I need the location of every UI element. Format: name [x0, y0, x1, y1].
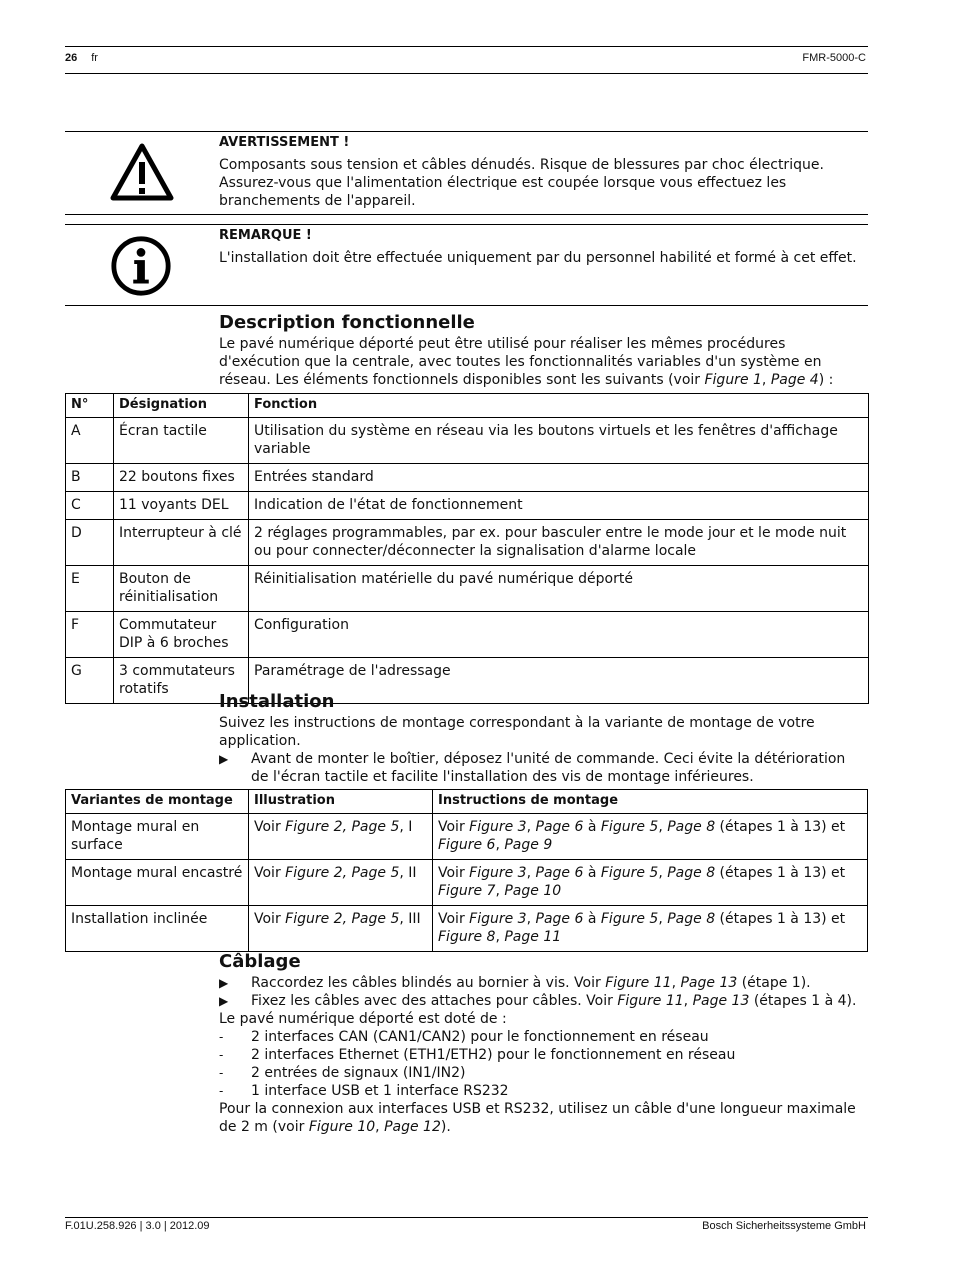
table-cell: Voir Figure 3, Page 6 à Figure 5, Page 8 (étapes 1 à 13) et Figure 6, Page 9 [433, 814, 868, 860]
header-top-rule [65, 46, 868, 47]
bullet-arrow-icon: ▶ [219, 994, 229, 1008]
table-row [66, 860, 868, 906]
table-header-row [66, 790, 868, 814]
cablage-section [219, 951, 867, 1136]
warning-notice [65, 131, 868, 215]
column-header: Fonction [249, 394, 869, 418]
document-reference: F.01U.258.926 | 3.0 | 2012.09 [65, 1220, 210, 1232]
column-header: Illustration [249, 790, 433, 814]
installation-text: Suivez les instructions de montage correspondant à la variante de montage de votre application. [219, 715, 815, 749]
column-header: Variantes de montage [66, 790, 249, 814]
list-item: - 2 interfaces Ethernet (ETH1/ETH2) pour le fonctionnement en réseau [219, 1047, 736, 1063]
table-cell: Voir Figure 3, Page 6 à Figure 5, Page 8 (étapes 1 à 13) et Figure 8, Page 11 [433, 906, 868, 952]
table-cell: E [66, 566, 114, 612]
table-cell: Commutateur DIP à 6 broches [114, 612, 249, 658]
warning-triangle-icon [109, 140, 175, 206]
table-row [66, 612, 869, 658]
table-row [66, 520, 869, 566]
table-cell: 3 commutateurs rotatifs [114, 658, 249, 704]
table-row [66, 906, 868, 952]
cablage-closing: Pour la connexion aux interfaces USB et RS232, utilisez un câble d'une longueur maximale de 2 m (voir Figure 10, Page 12). [219, 1101, 856, 1135]
table-row [66, 814, 868, 860]
column-header: Désignation [114, 394, 249, 418]
table-cell: D [66, 520, 114, 566]
table-row [66, 418, 869, 464]
installation-heading: Installation [219, 691, 335, 712]
table-cell: Interrupteur à clé [114, 520, 249, 566]
installation-bullet: ▶ Avant de monter le boîtier, déposez l'unité de commande. Ceci évite la détérioration de l'écran tactile et facilite l'installation des vis de montage inférieures. [219, 751, 846, 785]
bullet-arrow-icon: ▶ [219, 976, 229, 990]
table-cell: Indication de l'état de fonctionnement [249, 492, 869, 520]
remark-text: L'installation doit être effectuée uniquement par du personnel habilité et formé à cet effet. [219, 250, 857, 266]
page-reference: Page 4 [770, 372, 819, 388]
page-number: 26 [65, 52, 78, 64]
table-cell: Utilisation du système en réseau via les boutons virtuels et les fenêtres d'affichage variable [249, 418, 869, 464]
table-cell: 22 boutons fixes [114, 464, 249, 492]
table-cell: Voir Figure 2, Page 5, II [249, 860, 433, 906]
header-bottom-rule [65, 73, 868, 74]
table-cell: 11 voyants DEL [114, 492, 249, 520]
table-row [66, 566, 869, 612]
table-cell: Réinitialisation matérielle du pavé numérique déporté [249, 566, 869, 612]
page-header-left [65, 52, 98, 64]
table-row [66, 492, 869, 520]
warning-title: AVERTISSEMENT ! [219, 135, 350, 150]
column-header: Instructions de montage [433, 790, 868, 814]
table-cell: Bouton de réinitialisation [114, 566, 249, 612]
remark-notice [65, 224, 868, 306]
table-cell: C [66, 492, 114, 520]
column-header: N° [66, 394, 114, 418]
table-cell: Paramétrage de l'adressage [249, 658, 869, 704]
product-name: FMR-5000-C [802, 52, 866, 64]
mounting-table [65, 789, 868, 952]
table-cell: G [66, 658, 114, 704]
bullet-arrow-icon: ▶ [219, 752, 229, 766]
language-code: fr [91, 52, 98, 64]
functions-table [65, 393, 869, 704]
remark-title: REMARQUE ! [219, 228, 312, 243]
table-cell: F [66, 612, 114, 658]
table-cell: Voir Figure 3, Page 6 à Figure 5, Page 8 (étapes 1 à 13) et Figure 7, Page 10 [433, 860, 868, 906]
table-cell: Installation inclinée [66, 906, 249, 952]
warning-text: Composants sous tension et câbles dénudés. Risque de blessures par choc électrique. Assurez-vous que l'alimentation électrique est coupée lorsque vous effectuez les branchements de l'appareil. [219, 157, 824, 209]
description-section [219, 312, 867, 389]
table-cell: Montage mural en surface [66, 814, 249, 860]
table-header-row [66, 394, 869, 418]
table-cell: Entrées standard [249, 464, 869, 492]
cablage-bullet: ▶ Raccordez les câbles blindés au bornier à vis. Voir Figure 11, Page 13 (étape 1). [219, 975, 811, 991]
table-cell: A [66, 418, 114, 464]
table-cell: Voir Figure 2, Page 5, I [249, 814, 433, 860]
footer-rule [65, 1217, 868, 1218]
table-cell: Écran tactile [114, 418, 249, 464]
installation-section [219, 691, 867, 786]
info-icon [109, 234, 173, 298]
figure-reference: Figure 1 [704, 372, 762, 388]
table-row [66, 464, 869, 492]
table-cell: 2 réglages programmables, par ex. pour basculer entre le mode jour et le mode nuit ou pour connecter/déconnecter la signalisation d'alarme locale [249, 520, 869, 566]
company-name: Bosch Sicherheitssysteme GmbH [702, 1220, 866, 1232]
cablage-heading: Câblage [219, 951, 301, 972]
table-cell: Configuration [249, 612, 869, 658]
table-cell: B [66, 464, 114, 492]
description-text: Le pavé numérique déporté peut être utilisé pour réaliser les mêmes procédures d'exécution que la centrale, avec toutes les fonctionnalités variables d'un système en réseau. Les éléments fonctionnels disponibles sont les suivants (voir Figure 1, Page 4) : [219, 336, 834, 388]
cablage-intro: Le pavé numérique déporté est doté de : [219, 1011, 507, 1027]
table-cell: Montage mural encastré [66, 860, 249, 906]
table-cell: Voir Figure 2, Page 5, III [249, 906, 433, 952]
description-heading: Description fonctionnelle [219, 312, 475, 333]
list-item: - 1 interface USB et 1 interface RS232 [219, 1083, 509, 1099]
list-item: - 2 interfaces CAN (CAN1/CAN2) pour le fonctionnement en réseau [219, 1029, 709, 1045]
cablage-bullet: ▶ Fixez les câbles avec des attaches pour câbles. Voir Figure 11, Page 13 (étapes 1 à 4). [219, 993, 857, 1009]
list-item: - 2 entrées de signaux (IN1/IN2) [219, 1065, 466, 1081]
